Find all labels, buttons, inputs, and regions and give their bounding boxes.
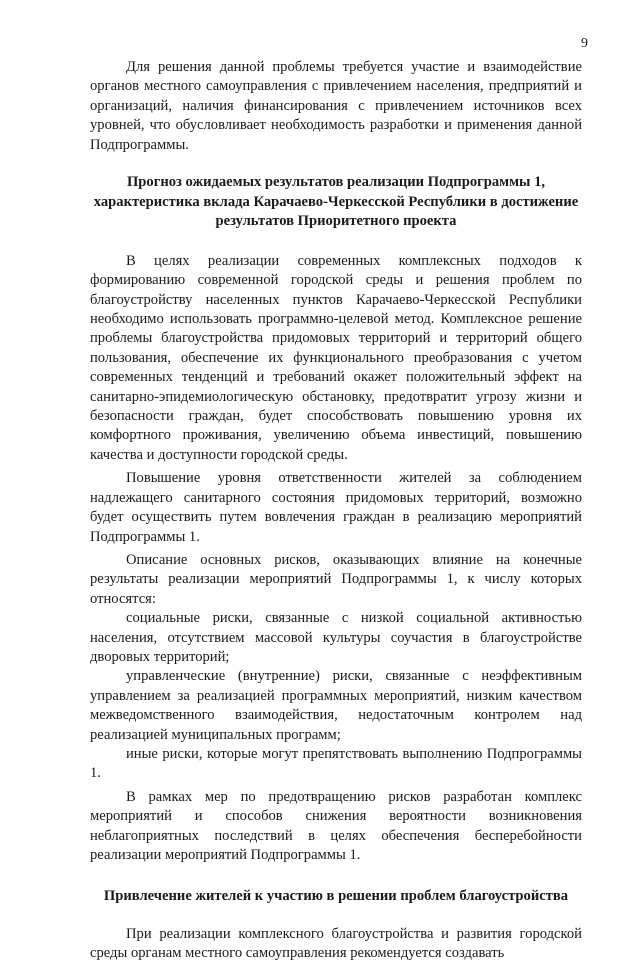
page-number: 9 xyxy=(581,36,588,51)
section-heading-residents: Привлечение жителей к участию в решении проблем благоустройства xyxy=(103,888,569,905)
document-body xyxy=(90,58,582,964)
paragraph-methods: В целях реализации современных комплексных подходов к формированию современной городской среды и решения проблем по благоустройству населенных пунктов Карачаево-Черкесской Республики необходимо использовать программно-целевой метод. Комплексное решение проблемы благоустройства придомовых территорий и территорий общего пользования, обеспечение их функционального преобразования с учетом современных тенденций и требований окажет положительный эффект на санитарно-эпидемиологическую обстановку, предотвратит угрозу жизни и безопасности граждан, будет способствовать повышению уровня их комфортного проживания, увеличению объема инвестиций, повышению качества и доступности городской среды. xyxy=(90,252,582,463)
paragraph-residents: При реализации комплексного благоустройства и развития городской среды органам местного самоуправления рекомендуется создавать xyxy=(90,926,582,962)
paragraph-other-risks: иные риски, которые могут препятствовать выполнению Подпрограммы 1. xyxy=(90,745,582,782)
paragraph-responsibility: Повышение уровня ответственности жителей за соблюдением надлежащего санитарного состояния придомовых территорий, возможно будет осуществить путем вовлечения граждан в реализацию мероприятий Подпрограммы 1. xyxy=(90,470,582,545)
paragraph-social-risks: социальные риски, связанные с низкой социальной активностью населения, отсутствием массовой культуры соучастия в благоустройстве дворовых территорий; xyxy=(90,610,582,665)
paragraph-management-risks: управленческие (внутренние) риски, связанные с неэффективным управлением за реализацией программных мероприятий, низким качеством межведомственного взаимодействия, недостаточным контролем над реализацией муниципальных программ; xyxy=(90,668,582,743)
paragraph-risks-intro: Описание основных рисков, оказывающих влияние на конечные результаты реализации мероприятий Подпрограммы 1, к числу которых относятся: xyxy=(90,551,582,607)
paragraph-intro: Для решения данной проблемы требуется участие и взаимодействие органов местного самоуправления с привлечением населения, предприятий и организаций, наличия финансирования с привлечением источников всех уровней, что обусловливает необходимость разработки и применения данной Подпрограммы. xyxy=(90,59,582,153)
section-heading-forecast: Прогноз ожидаемых результатов реализации Подпрограммы 1, характеристика вклада Карачаево-Черкесской Республики в достижение результатов Приоритетного проекта xyxy=(93,174,579,230)
paragraph-risk-measures: В рамках мер по предотвращению рисков разработан комплекс мероприятий и способов снижения вероятности возникновения неблагоприятных последствий в целях обеспечения бесперебойности реализации мероприятий Подпрограммы 1. xyxy=(90,788,582,863)
